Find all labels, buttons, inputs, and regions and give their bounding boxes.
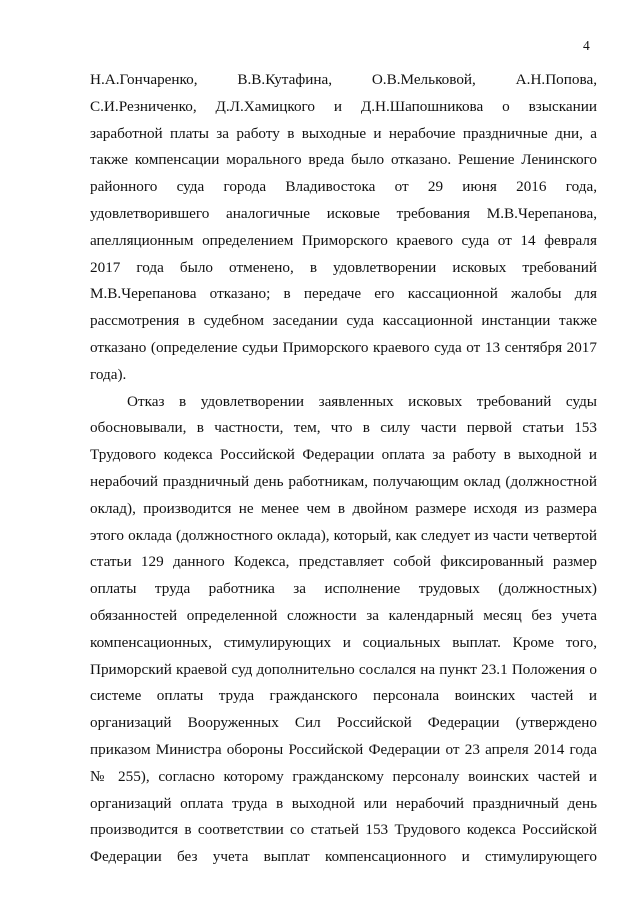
text-line: С.И.Резниченко, Д.Л.Хамицкого и Д.Н.Шапошникова о взыскании bbox=[90, 97, 597, 115]
document-body bbox=[90, 67, 597, 871]
text-line: организаций оплата труда в выходной или нерабочий праздничный день bbox=[90, 794, 597, 812]
text-line: производится в соответствии со статьей 153 Трудового кодекса Российской bbox=[90, 821, 597, 839]
text-line: также компенсации морального вреда было отказано. Решение Ленинского bbox=[90, 151, 597, 169]
text-line: приказом Министра обороны Российской Федерации от 23 апреля 2014 года bbox=[90, 740, 597, 758]
text-line: года). bbox=[90, 365, 127, 383]
text-line: № 255), согласно которому гражданскому персоналу воинских частей и bbox=[90, 767, 597, 785]
text-line: Отказ в удовлетворении заявленных исковых требований суды bbox=[127, 392, 597, 410]
text-line: апелляционным определением Приморского краевого суда от 14 февраля bbox=[90, 231, 597, 249]
text-line: отказано (определение судьи Приморского краевого суда от 13 сентября 2017 bbox=[90, 338, 597, 356]
text-line: обязанностей определенной сложности за календарный месяц без учета bbox=[90, 606, 597, 624]
text-line: 2017 года было отменено, в удовлетворении исковых требований bbox=[90, 258, 597, 276]
page-number: 4 bbox=[583, 38, 590, 53]
text-line: нерабочий праздничный день работникам, получающим оклад (должностной bbox=[90, 472, 597, 490]
text-line: этого оклада (должностного оклада), который, как следует из части четвертой bbox=[90, 526, 597, 544]
text-line: заработной платы за работу в выходные и нерабочие праздничные дни, а bbox=[90, 124, 597, 142]
text-line: Трудового кодекса Российской Федерации оплата за работу в выходной и bbox=[90, 446, 597, 464]
text-line: организаций Вооруженных Сил Российской Федерации (утверждено bbox=[90, 714, 597, 732]
text-line: районного суда города Владивостока от 29 июня 2016 года, bbox=[90, 178, 597, 196]
text-line: системе оплаты труда гражданского персонала воинских частей и bbox=[90, 687, 597, 705]
text-line: Приморский краевой суд дополнительно сослался на пункт 23.1 Положения о bbox=[90, 660, 597, 678]
text-line: Федерации без учета выплат компенсационного и стимулирующего bbox=[90, 848, 597, 866]
text-line: удовлетворившего аналогичные исковые требования М.В.Черепанова, bbox=[90, 204, 597, 222]
text-line: обосновывали, в частности, тем, что в силу части первой статьи 153 bbox=[90, 419, 597, 437]
text-line: оплаты труда работника за исполнение трудовых (должностных) bbox=[90, 580, 597, 598]
text-line: компенсационных, стимулирующих и социальных выплат. Кроме того, bbox=[90, 633, 597, 651]
text-line: Н.А.Гончаренко, В.В.Кутафина, О.В.Мельковой, А.Н.Попова, bbox=[90, 71, 597, 88]
text-line: М.В.Черепанова отказано; в передаче его кассационной жалобы для bbox=[90, 285, 597, 303]
text-line: рассмотрения в судебном заседании суда кассационной инстанции также bbox=[90, 312, 597, 330]
text-line: статьи 129 данного Кодекса, представляет собой фиксированный размер bbox=[90, 553, 597, 571]
text-line: оклад), производится не менее чем в двойном размере исходя из размера bbox=[90, 499, 597, 517]
